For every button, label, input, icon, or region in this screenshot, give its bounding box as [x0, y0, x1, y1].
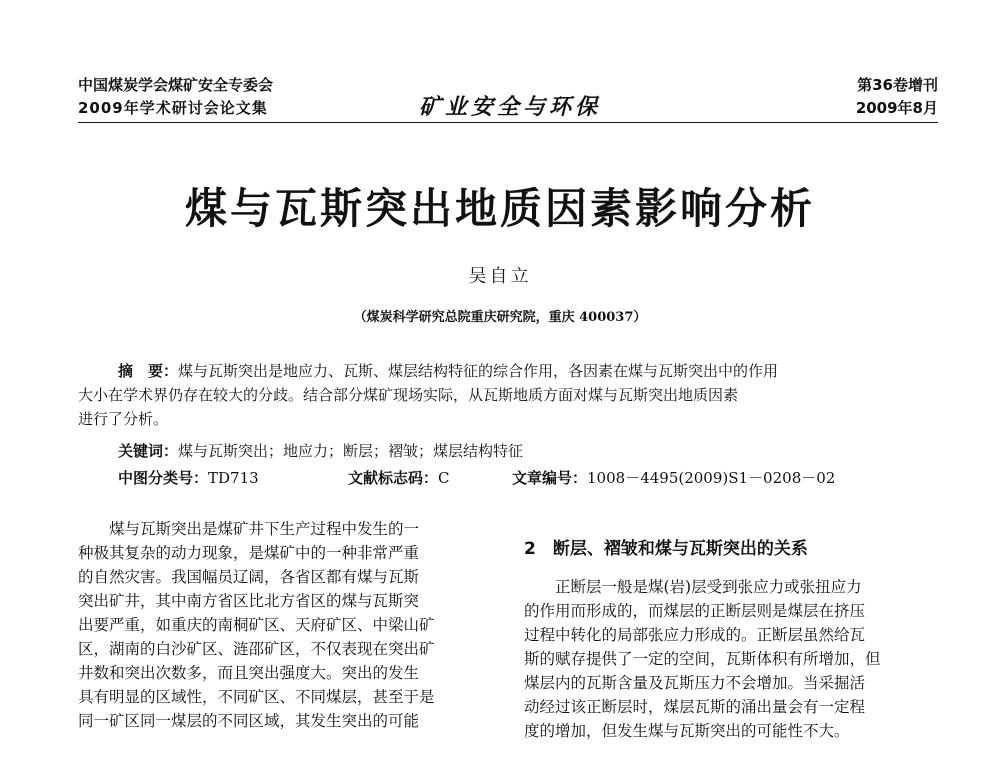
- article-number: [512, 467, 835, 488]
- body-line: 正断层一般是煤(岩)层受到张应力或张扭应力: [524, 578, 862, 596]
- body-line: 突出矿井，其中南方省区比北方省区的煤与瓦斯突: [78, 592, 420, 610]
- article-number-label: 文章编号：: [512, 469, 588, 487]
- body-line: 煤与瓦斯突出是煤矿井下生产过程中发生的一: [78, 520, 420, 538]
- body-line: 具有明显的区域性，不同矿区、不同煤层，甚至于是: [78, 688, 435, 706]
- body-line: 同一矿区同一煤层的不同区域，其发生突出的可能: [78, 712, 420, 730]
- author: 吴自立: [468, 266, 532, 287]
- document-code-label: 文献标志码：: [348, 469, 439, 487]
- abstract-line: 大小在学术界仍存在较大的分歧。结合部分煤矿现场实际，从瓦斯地质方面对煤与瓦斯突出地质因素: [78, 386, 739, 404]
- body-line: 的作用而形成的，而煤层的正断层则是煤层在挤压: [524, 602, 866, 620]
- body-left-column: [78, 517, 488, 733]
- body-line: 斯的赋存提供了一定的空间，瓦斯体积有所增加，但: [524, 650, 881, 668]
- document-code: [348, 467, 450, 488]
- section-heading: 2 断层、褶皱和煤与瓦斯突出的关系: [524, 539, 808, 559]
- body-line: 煤层内的瓦斯含量及瓦斯压力不会增加。当采掘活: [524, 674, 866, 692]
- body-line: 的自然灾害。我国幅员辽阔，各省区都有煤与瓦斯: [78, 568, 420, 586]
- header-volume: 第36卷增刊: [857, 76, 938, 94]
- paper-title: 煤与瓦斯突出地质因素影响分析: [184, 184, 815, 233]
- body-line: 出要严重，如重庆的南桐矿区、天府矿区、中梁山矿: [78, 616, 435, 634]
- keywords-label: 关键词：: [118, 442, 179, 460]
- classification: [118, 467, 259, 488]
- body-right-column: [524, 537, 940, 743]
- abstract-label: 摘 要：: [118, 362, 179, 380]
- abstract-line: [118, 360, 778, 381]
- header-society: 中国煤炭学会煤矿安全专委会: [78, 76, 274, 94]
- body-line: 度的增加，但发生煤与瓦斯突出的可能性不大。: [524, 722, 850, 740]
- body-line: 过程中转化的局部张应力形成的。正断层虽然给瓦: [524, 626, 866, 644]
- body-line: 区，湖南的白沙矿区、涟邵矿区，不仅表现在突出矿: [78, 640, 435, 658]
- journal-name: 矿业安全与环保: [419, 94, 602, 120]
- header-proceedings: 2009年学术研讨会论文集: [78, 99, 268, 117]
- keywords: [118, 440, 523, 461]
- header-date: 2009年8月: [855, 99, 938, 117]
- affiliation: （煤炭科学研究总院重庆研究院，重庆 400037）: [353, 310, 647, 325]
- article-number-value: 1008－4495(2009)S1－0208－02: [587, 469, 836, 487]
- header-rule: [78, 122, 938, 123]
- classification-value: TD713: [208, 469, 259, 487]
- classification-label: 中图分类号：: [118, 469, 209, 487]
- abstract-line: 进行了分析。: [78, 410, 169, 428]
- keywords-text: 煤与瓦斯突出；地应力；断层；褶皱；煤层结构特征: [178, 442, 524, 460]
- body-line: 动经过该正断层时，煤层瓦斯的涌出量会有一定程: [524, 698, 866, 716]
- abstract-text: 煤与瓦斯突出是地应力、瓦斯、煤层结构特征的综合作用，各因素在煤与瓦斯突出中的作用: [178, 362, 779, 380]
- document-code-value: C: [438, 469, 450, 487]
- body-line: 种极其复杂的动力现象，是煤矿中的一种非常严重: [78, 544, 420, 562]
- body-line: 井数和突出次数多，而且突出强度大。突出的发生: [78, 664, 420, 682]
